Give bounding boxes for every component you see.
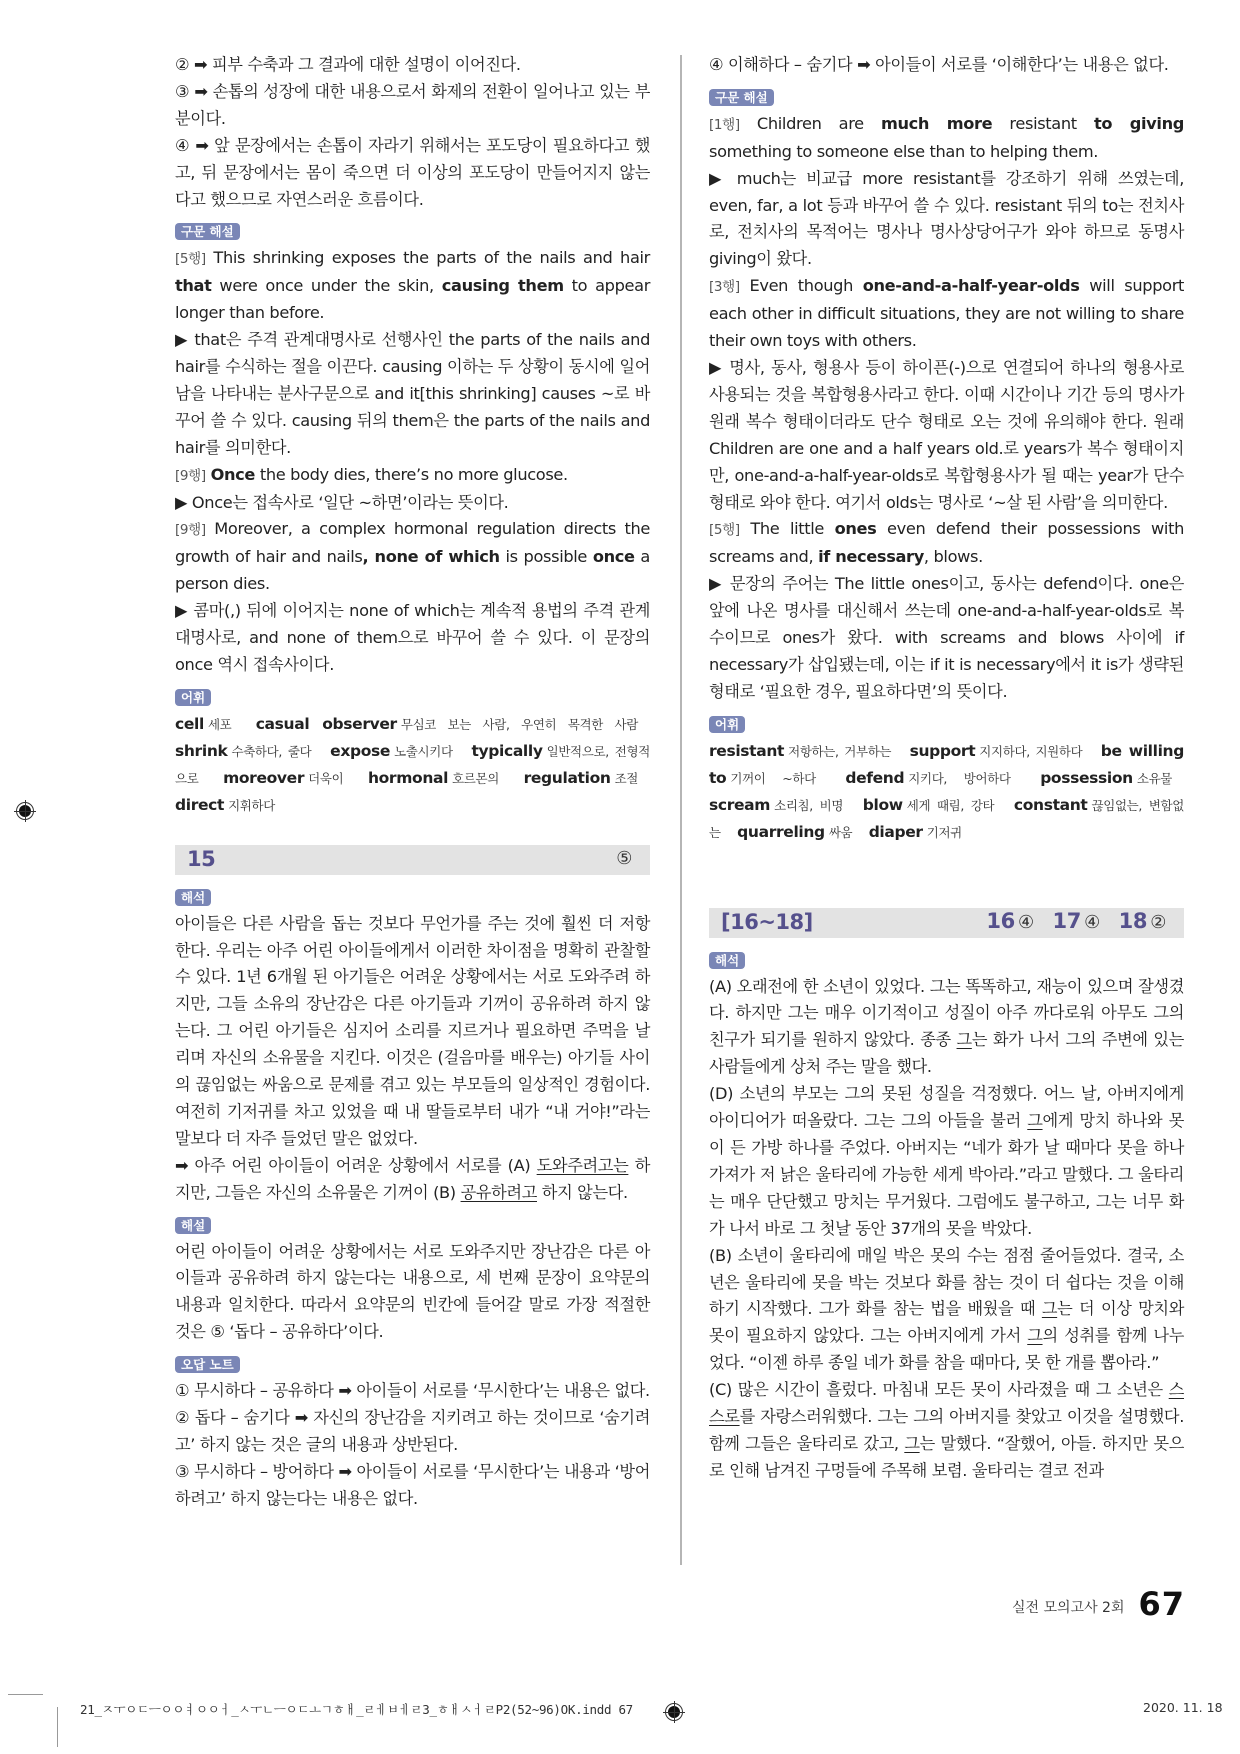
wrong-note-item: ④ ➡ 앞 문장에서는 손톱이 자라기 위해서는 포도당이 필요하다고 했고, 뒤 문장에서는 몸이 죽으면 더 이상의 포도당이 만들어지지 않는다고 했으므로 자연스러운 흐름이다. [175, 135, 650, 209]
paragraph-d: (D) 소년의 부모는 그의 못된 성질을 걱정했다. 어느 날, 아버지에게 아이디어가 떠올랐다. 그는 그의 아들을 불러 그에게 망치 하나와 못이 든 가방 하나를 주었다. 아버지는 “네가 화가 날 때마다 못을 하나 가져가 저 낡은 울타리에 가능한 세게 박아라.”라고 말했다. 그 울타리는 매우 단단했고 망치는 무거웠다. 그럼에도 불구하고, 그는 너무 화가 나서 바로 그 첫날 동안 37개의 못을 박았다. [709, 1084, 1184, 1238]
wrong-note-item: ② 돕다 – 숨기다 ➡ 자신의 장난감을 지키려고 하는 것이므로 ‘숨기려고’ 하지 않는 것은 글의 내용과 상반된다. [175, 1407, 650, 1454]
translation-tag: 해석 [709, 952, 745, 969]
left-column [175, 52, 650, 1513]
wrong-note-item: ③ ➡ 손톱의 성장에 대한 내용으로서 화제의 전환이 일어나고 있는 부분이다. [175, 81, 650, 128]
question-16-18-header [709, 908, 1184, 938]
column-divider [680, 55, 682, 1565]
paragraph-b: (B) 소년이 울타리에 매일 박은 못의 수는 점점 줄어들었다. 결국, 소년은 울타리에 못을 박는 것보다 화를 참는 것이 더 쉽다는 것을 이해하기 시작했다. 그가 화를 참는 법을 배웠을 때 그는 더 이상 망치와 못이 필요하지 않았다. 그는 아버지에게 가서 그의 성취를 함께 나누었다. “이젠 하루 종일 네가 화를 참을 때마다, 못 한 개를 뽑아라.” [709, 1245, 1184, 1373]
syntax-note: ▶ Once는 접속사로 ‘일단 ~하면’이라는 뜻이다. [175, 492, 509, 512]
wrong-note-item: ③ 무시하다 – 방어하다 ➡ 아이들이 서로를 ‘무시한다’는 내용과 ‘방어하려고’ 하지 않는다는 내용은 없다. [175, 1461, 650, 1508]
page-footer [1012, 1585, 1186, 1623]
paragraph-c: (C) 많은 시간이 흘렀다. 마침내 모든 못이 사라졌을 때 그 소년은 스스로를 자랑스러워했다. 그는 그의 아버지를 찾았고 이것을 설명했다. 함께 그들은 울타리로 갔고, 그는 말했다. “잘했어, 아들. 하지만 못으로 인해 남겨진 구멍들에 주목해 보렴. 울타리는 결코 전과 [709, 1380, 1184, 1480]
syntax-tag: 구문 해설 [709, 89, 774, 106]
answer-list: 16 ④ 17 ④ 18 ② [986, 909, 1166, 934]
syntax-sentence: [5행] The little ones even defend their possessions with screams and, if necessary, blows. [709, 519, 1184, 567]
syntax-note: ▶ 문장의 주어는 The little ones이고, 동사는 defend이다. one은 앞에 나온 명사를 대신해서 쓰는데 one-and-a-half-year-olds로 복수이므로 ones가 왔다. with screams and blows 사이에 if necessary가 삽입됐는데, 이는 if it is necessary에서 it is가 생략된 형태로 ‘필요한 경우, 필요하다면’의 뜻이다. [709, 574, 1184, 701]
question-15-header [175, 845, 650, 875]
syntax-note: ▶ 명사, 동사, 형용사 등이 하이픈(-)으로 연결되어 하나의 형용사로 사용되는 것을 복합형용사라고 한다. 이때 시간이나 기간 등의 명사가 원래 복수 형태이더라도 단수 형태로 오는 것에 유의해야 한다. 원래 Children are one and a half years old.로 years가 복수 형태이지만, one-and-a-half-year-olds로 복합형용사가 될 때는 year가 단수 형태로 와야 한다. 여기서 olds는 명사로 ‘~살 된 사람’을 의미한다. [709, 357, 1184, 512]
crop-mark [57, 1707, 58, 1747]
registration-mark-icon [14, 800, 36, 822]
translation-tag: 해석 [175, 889, 211, 906]
section-label: 실전 모의고사 2회 [1012, 1600, 1125, 1616]
paragraph-a: (A) 오래전에 한 소년이 있었다. 그는 똑똑하고, 재능이 있으며 잘생겼다. 하지만 그는 매우 이기적이고 성질이 아주 까다로워 아무도 그의 친구가 되기를 원하지 않았다. 종종 그는 화가 나서 그의 주변에 있는 사람들에게 상처 주는 말을 했다. [709, 976, 1184, 1077]
question-answer: ⑤ [616, 848, 632, 870]
vocab-tag: 어휘 [709, 716, 745, 733]
explanation-tag: 해설 [175, 1217, 211, 1234]
print-date: 2020. 11. 18 [1143, 1700, 1223, 1715]
right-column [709, 52, 1184, 1485]
syntax-tag: 구문 해설 [175, 223, 240, 240]
vocab-tag: 어휘 [175, 689, 211, 706]
wrong-note-item: ④ 이해하다 – 숨기다 ➡ 아이들이 서로를 ‘이해한다’는 내용은 없다. [709, 55, 1169, 74]
wrong-note-item: ① 무시하다 – 공유하다 ➡ 아이들이 서로를 ‘무시한다’는 내용은 없다. [175, 1381, 650, 1401]
print-slug: 21_ㅈㅜㅇㄷㅡㅇㅇㅕㅇㅇㅓ_ㅅㅜㄴㅡㅇㄷㅗㄱㅎㅐ_ㄹㅔㅂㅔㄹ3_ㅎㅐㅅㅓㄹP2(52~96)OK.indd 67 [80, 1702, 633, 1717]
question-range: [16~18] [721, 910, 813, 935]
wrong-note-tag: 오답 노트 [175, 1356, 240, 1373]
explanation-text: 어린 아이들이 어려운 상황에서는 서로 도와주지만 장난감은 다른 아이들과 공유하려 하지 않는다는 내용으로, 세 번째 문장이 요약문의 내용과 일치한다. 따라서 요약문의 빈칸에 들어갈 말로 가장 적절한 것은 ⑤ ‘돕다 – 공유하다’이다. [175, 1241, 650, 1342]
crop-mark [8, 1694, 43, 1695]
syntax-note: ▶ 콤마(,) 뒤에 이어지는 none of which는 계속적 용법의 주격 관계대명사로, and none of them으로 바꾸어 쓸 수 있다. 이 문장의 once 역시 접속사이다. [175, 601, 650, 674]
registration-mark-icon [663, 1701, 685, 1723]
translation-text: 아이들은 다른 사람을 돕는 것보다 무언가를 주는 것에 훨씬 더 저항한다. 우리는 아주 어린 아이들에게서 이러한 차이점을 명확히 관찰할 수 있다. 1년 6개월 된 아기들은 어려운 상황에서는 서로 도와주려 하지만, 그들 소유의 장난감은 다른 아기들과 기꺼이 공유하려 하지 않는다. 그 어린 아기들은 심지어 소리를 지르거나 필요하면 주먹을 날리며 자신의 소유물을 지킨다. 이것은 (걸음마를 배우는) 아기들 사이의 끊임없는 싸움으로 문제를 겪고 있는 부모들의 일상적인 경험이다. 여전히 기저귀를 차고 있었을 때 내 딸들로부터 내가 “내 거야!”라는 말보다 더 자주 들었던 말은 없었다. [175, 913, 650, 1148]
wrong-note-item: ② ➡ 피부 수축과 그 결과에 대한 설명이 이어진다. [175, 55, 521, 74]
question-number: 15 [187, 847, 216, 872]
syntax-sentence: [3행] Even though one-and-a-half-year-olds will support each other in difficult situations, they are not willing to share their own toys with others. [709, 276, 1184, 351]
vocab-list: resistant 저항하는, 거부하는 support 지지하다, 지원하다 be willing to 기꺼이 ~하다 defend 지키다, 방어하다 possession 소유물 scream 소리침, 비명 blow 세게 때림, 강타 constant 끊임없는, 변함없는 quarreling 싸움 diaper 기저귀 [709, 741, 1184, 841]
syntax-sentence: [9행] Once the body dies, there’s no more glucose. [175, 464, 568, 484]
syntax-sentence: [1행] Children are much more resistant to giving something to someone else than to helping them. [709, 113, 1184, 161]
syntax-sentence: [9행] Moreover, a complex hormonal regulation directs the growth of hair and nails, none of which is possible once a person dies. [175, 519, 650, 594]
syntax-note: ▶ much는 비교급 more resistant를 강조하기 위해 쓰였는데, even, far, a lot 등과 바꾸어 쓸 수 있다. resistant 뒤의 to는 전치사로, 전치사의 목적어는 명사나 명사상당어구가 와야 하므로 동명사 giving이 왔다. [709, 168, 1184, 269]
syntax-note: ▶ that은 주격 관계대명사로 선행사인 the parts of the nails and hair를 수식하는 절을 이끈다. causing 이하는 두 상황이 동시에 일어남을 나타내는 분사구문으로 and it[this shrinking] causes ~로 바꾸어 쓸 수 있다. causing 뒤의 them은 the parts of the nails and hair를 의미한다. [175, 330, 650, 457]
vocab-list: cell 세포 casual observer 무심코 보는 사람, 우연히 목격한 사람 shrink 수축하다, 줄다 expose 노출시키다 typically 일반적으로, 전형적으로 moreover 더욱이 hormonal 호르몬의 regulation 조절 direct 지휘하다 [175, 714, 650, 814]
page-number: 67 [1138, 1585, 1186, 1623]
syntax-sentence: [5행] This shrinking exposes the parts of the nails and hair that were once under the skin, causing them to appear longer than before. [175, 248, 651, 323]
summary-text: ➡ 아주 어린 아이들이 어려운 상황에서 서로를 (A) 도와주려고는 하지만, 그들은 자신의 소유물은 기꺼이 (B) 공유하려고 하지 않는다. [175, 1155, 650, 1202]
